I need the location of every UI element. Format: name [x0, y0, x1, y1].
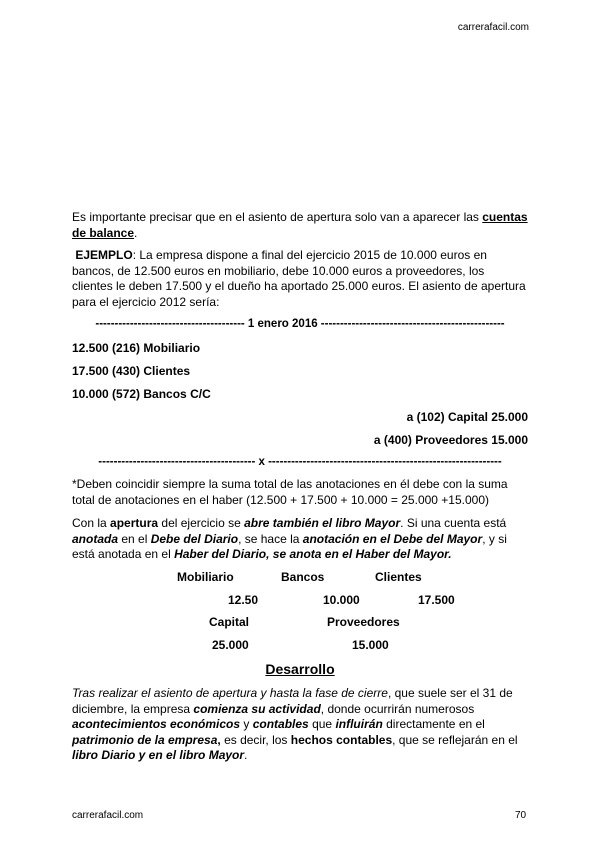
- text-run: anotación en el Debe del Mayor: [302, 531, 483, 546]
- text-run: del ejercicio se: [158, 516, 245, 530]
- intro-text: Es importante precisar que en el asiento de apertura solo van a aparecer las: [72, 210, 483, 224]
- example-label: EJEMPLO: [75, 248, 133, 262]
- journal-separator-top: --------------------------------------- 1 enero 2016 ------------------------------------------------: [95, 318, 505, 330]
- section-title: Desarrollo: [265, 661, 335, 677]
- text-run: patrimonio de la empresa: [72, 732, 218, 747]
- mayor-account-header: Mobiliario: [177, 570, 234, 584]
- footer-site: carrerafacil.com: [72, 810, 144, 821]
- intro-paragraph: [72, 210, 528, 241]
- journal-debit-entry: 12.500 (216) Mobiliario: [72, 341, 201, 355]
- mayor-account-header: Clientes: [375, 570, 422, 584]
- text-run: , que suele ser el 31 de diciembre, la empresa: [72, 686, 513, 716]
- note-paragraph: *Deben coincidir siempre la suma total de las anotaciones en él debe con la suma total de anotaciones en el haber (12.500 + 17.500 + 10.000 = 25.000 +15.000): [72, 477, 508, 507]
- text-run: libro Diario y en el libro Mayor: [72, 748, 245, 762]
- text-run: contables: [252, 717, 309, 731]
- text-run: , se hace la: [238, 531, 303, 546]
- mayor-account-value: 10.000: [323, 593, 360, 607]
- text-run: , donde ocurrirán numerosos: [320, 701, 475, 716]
- journal-debit-entry: 17.500 (430) Clientes: [72, 364, 191, 378]
- journal-separator-bottom: ----------------------------------------- x -------------------------------------------------------------: [98, 456, 502, 468]
- text-run: y: [240, 717, 253, 731]
- mayor-account-value: 12.50: [228, 593, 259, 607]
- text-run: abre también el libro Mayor: [244, 516, 401, 530]
- text-run: en el: [118, 531, 151, 546]
- text-run: hechos contables: [290, 732, 393, 747]
- text-run: es decir, los: [220, 732, 291, 747]
- journal-credit-entry: a (102) Capital 25.000: [406, 410, 528, 424]
- text-run: influirán: [335, 717, 383, 731]
- mayor-account-value: 15.000: [352, 638, 389, 652]
- text-run: Debe del Diario: [150, 531, 239, 546]
- text-run: ,: [217, 732, 221, 747]
- mayor-account-header: Capital: [209, 615, 250, 629]
- mayor-account-value: 17.500: [418, 593, 455, 607]
- text-run: apertura: [110, 516, 159, 530]
- intro-emphasis: cuentas de balance: [72, 210, 528, 240]
- text-run: , y si está anotada en el: [72, 531, 507, 561]
- journal-credit-entry: a (400) Proveedores 15.000: [373, 433, 528, 447]
- mayor-account-header: Proveedores: [327, 615, 400, 629]
- page-number: 70: [515, 810, 527, 821]
- text-run: . Si una cuenta está: [400, 516, 507, 530]
- text-run: directamente en el: [382, 717, 485, 731]
- text-run: anotada: [72, 531, 119, 546]
- desarrollo-paragraph: [72, 686, 528, 764]
- text-run: Tras realizar el asiento de apertura y hasta la fase de cierre: [72, 686, 388, 700]
- text-run: .: [244, 748, 248, 762]
- intro-end: .: [134, 225, 138, 240]
- text-run: , que se reflejarán en el: [392, 732, 518, 747]
- mayor-paragraph: [72, 516, 528, 563]
- mayor-account-value: 25.000: [212, 638, 249, 652]
- mayor-account-header: Bancos: [281, 570, 325, 584]
- journal-debit-entry: 10.000 (572) Bancos C/C: [72, 387, 211, 401]
- text-run: que: [308, 717, 336, 731]
- text-run: Haber del Diario, se anota en el Haber del Mayor.: [174, 547, 452, 561]
- header-site: carrerafacil.com: [457, 22, 529, 33]
- text-run: acontecimientos económicos: [72, 717, 241, 731]
- example-text: : La empresa dispone a final del ejercicio 2015 de 10.000 euros en bancos, de 12.500 euros en mobiliario, debe 10.000 euros a proveedores, los clientes le deben 17.500 y el dueño ha aportado 25.000 euros. El asiento de apertura para el ejercicio 2012 sería:: [72, 248, 526, 309]
- text-run: Con la: [72, 516, 111, 530]
- text-run: comienza su actividad: [193, 701, 321, 716]
- example-paragraph: [72, 248, 528, 310]
